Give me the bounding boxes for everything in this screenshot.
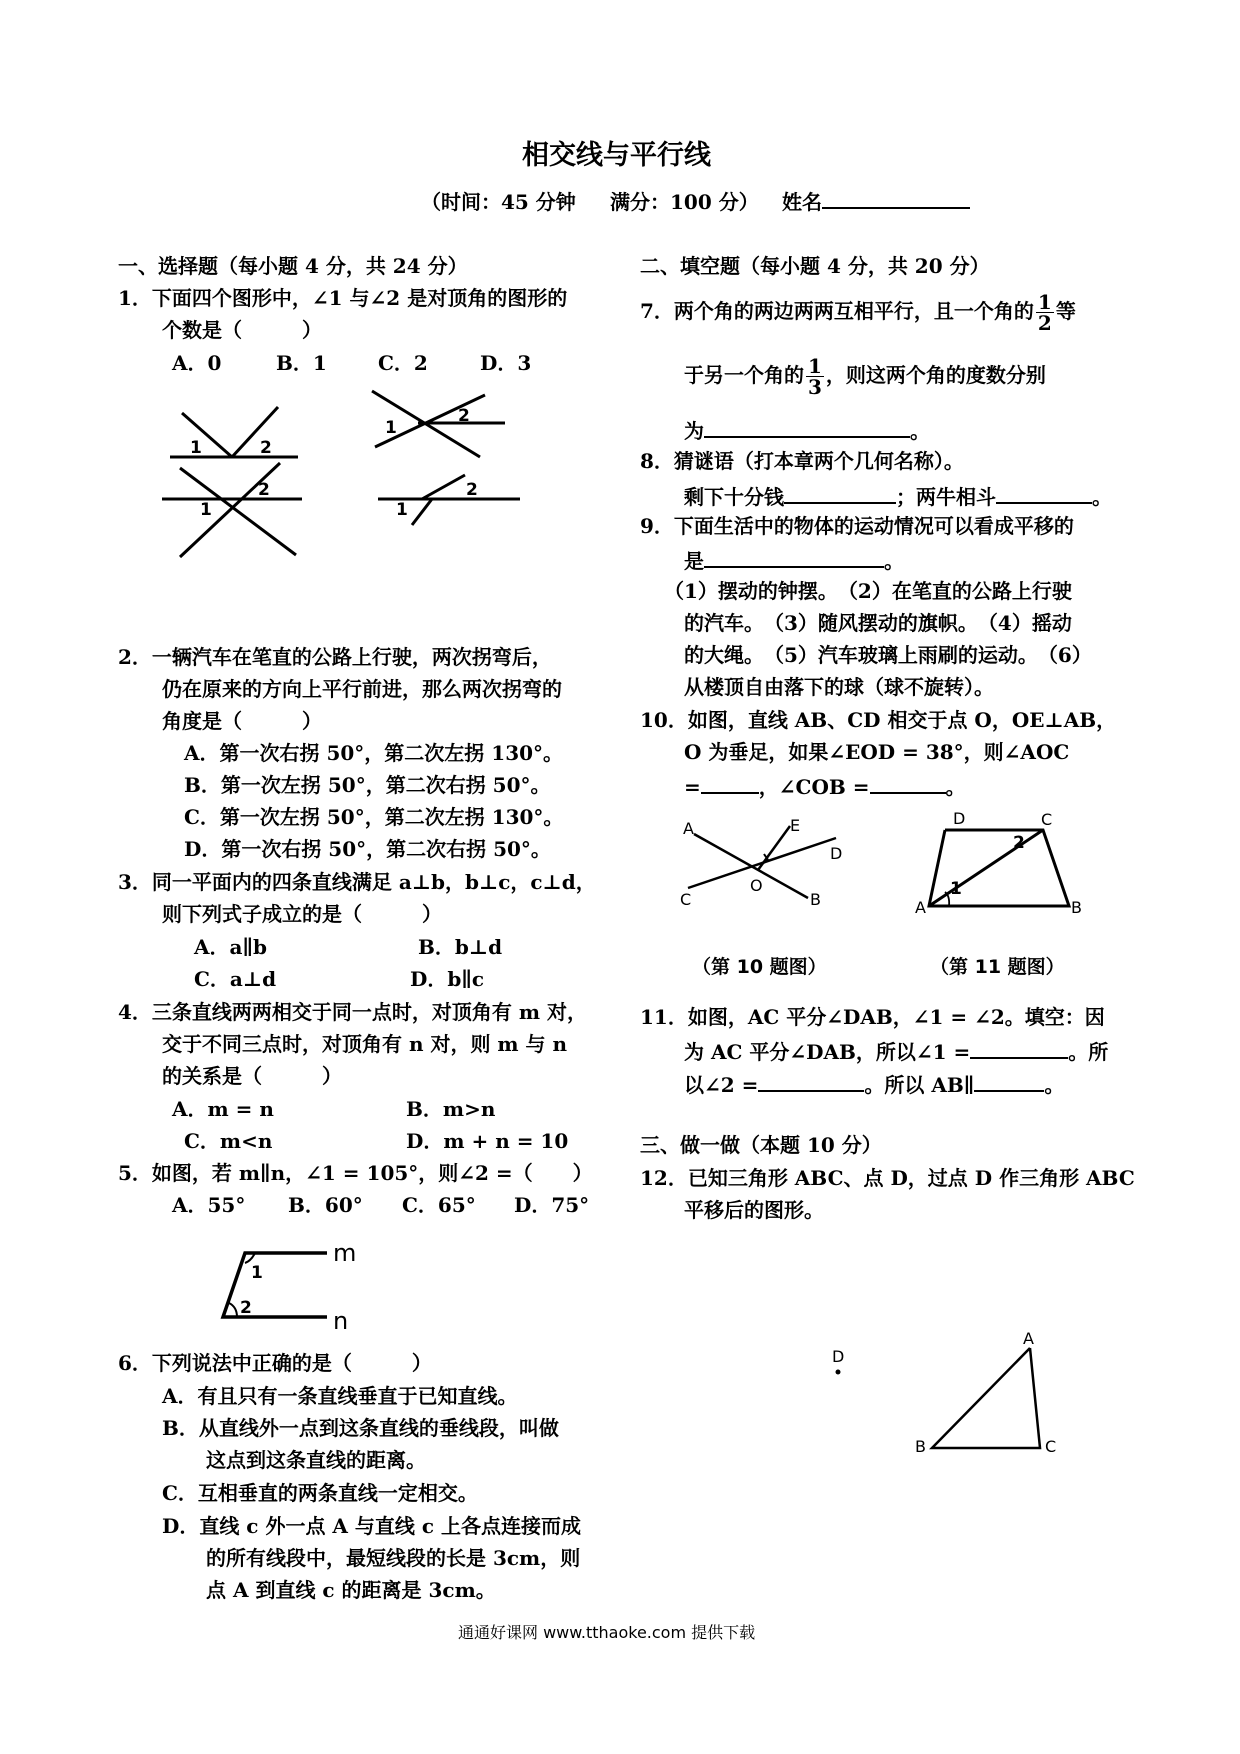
q11-label-c: C	[1041, 810, 1053, 829]
q4-line2: 交于不同三点时，对顶角有 n 对，则 m 与 n	[162, 1032, 568, 1056]
q5-label-m: m	[333, 1239, 357, 1267]
q1-fig3-label-1: 1	[200, 500, 212, 520]
q1-option-c[interactable]: C．2	[378, 351, 428, 375]
q1-option-b[interactable]: B．1	[276, 351, 327, 375]
q1-figure-3	[162, 463, 302, 557]
q12-line2: 平移后的图形。	[684, 1198, 824, 1222]
q6-option-c[interactable]: C．互相垂直的两条直线一定相交。	[162, 1481, 478, 1505]
q9-choice-line3: 的大绳。 （5）汽车玻璃上雨刷的运动。 （6）	[684, 643, 1092, 667]
q1-option-d[interactable]: D．3	[480, 351, 532, 375]
q12-label-c: C	[1045, 1437, 1057, 1456]
q10-line2: O 为垂足，如果∠EOD = 38°，则∠AOC	[684, 740, 1070, 764]
q5-label-1: 1	[251, 1263, 263, 1283]
q1-line2: 个数是（ ）	[162, 318, 322, 342]
q5-label-n: n	[333, 1307, 349, 1335]
q6-option-a[interactable]: A．有且只有一条直线垂直于已知直线。	[162, 1384, 518, 1408]
q10-label-c: C	[680, 890, 692, 909]
q1-option-a[interactable]: A．0	[172, 351, 222, 375]
q5-option-c[interactable]: C．65°	[402, 1193, 476, 1217]
q3-line1: 3．同一平面内的四条直线满足 a⊥b，b⊥c，c⊥d，	[118, 870, 596, 894]
q5-option-b[interactable]: B．60°	[288, 1193, 363, 1217]
q11-label-a: A	[915, 898, 926, 917]
q3-option-d[interactable]: D．b∥c	[410, 967, 485, 991]
q9-choice-line1: （1）摆动的钟摆。 （2）在笔直的公路上行驶	[664, 579, 1072, 603]
q8-blank-2[interactable]	[996, 482, 1092, 504]
q12-label-d: D	[832, 1347, 845, 1366]
q8-line2: 剩下十分钱 ；两牛相斗 。	[684, 482, 1112, 509]
q1-fig2-label-2: 2	[458, 406, 470, 426]
q11-line3: 以∠2 = 。所以 AB∥ 。	[684, 1070, 1064, 1097]
q10-line1: 10．如图，直线 AB、CD 相交于点 O，OE⊥AB，	[640, 708, 1117, 732]
q1-fig2-label-1: 1	[385, 418, 397, 438]
q10-label-d: D	[830, 844, 843, 863]
q12-figure	[820, 1330, 1080, 1460]
time-label: （时间：45 分钟	[421, 190, 576, 214]
q7-fraction-half: $\frac{1}{2}$	[1037, 290, 1052, 335]
q2-line3: 角度是（ ）	[162, 709, 322, 733]
q11-label-d: D	[953, 809, 966, 828]
q1-line1: 1．下面四个图形中，∠1 与∠2 是对顶角的图形的	[118, 286, 568, 310]
q4-line3: 的关系是（ ）	[162, 1064, 342, 1088]
q6-option-d-cont1: 的所有线段中，最短线段的长是 3cm，则	[206, 1546, 581, 1570]
q8-line1: 8．猜谜语（打本章两个几何名称）。	[640, 449, 964, 473]
q9-line2: 是 。	[684, 546, 904, 573]
name-label: 姓名	[782, 186, 970, 215]
q9-choice-line2: 的汽车。 （3）随风摆动的旗帜。 （4）摇动	[684, 611, 1072, 635]
q11-blank-2[interactable]	[758, 1070, 864, 1092]
q10-blank-cob[interactable]	[870, 772, 946, 794]
page-title: 相交线与平行线	[522, 140, 711, 171]
q5-line1: 5．如图，若 m∥n，∠1 = 105°，则∠2 =（ ）	[118, 1161, 593, 1185]
q1-fig4-label-2: 2	[466, 480, 478, 500]
q11-label-1: 1	[950, 879, 962, 899]
q7-line1: 7．两个角的两边两两互相平行，且一个角的 $\frac{1}{2}$ 等	[640, 290, 1076, 335]
q12-label-a: A	[1023, 1329, 1034, 1348]
q11-blank-3[interactable]	[974, 1070, 1044, 1092]
q2-line2: 仍在原来的方向上平行前进，那么两次拐弯的	[162, 677, 562, 701]
section1-heading: 一、选择题（每小题 4 分，共 24 分）	[118, 254, 468, 278]
q10-caption: （第 10 题图）	[692, 956, 827, 978]
q10-figure	[680, 812, 860, 922]
q6-option-d[interactable]: D．直线 c 外一点 A 与直线 c 上各点连接而成	[162, 1514, 581, 1538]
q10-line3: = ，∠COB = 。	[684, 772, 966, 799]
q4-option-d[interactable]: D．m + n = 10	[406, 1129, 569, 1153]
q6-option-b-cont: 这点到这条直线的距离。	[206, 1448, 426, 1472]
q11-line1: 11．如图，AC 平分∠DAB，∠1 = ∠2。填空：因	[640, 1005, 1105, 1029]
q11-label-2: 2	[1013, 833, 1025, 853]
q12-label-b: B	[915, 1437, 926, 1456]
q12-line1: 12．已知三角形 ABC、点 D，过点 D 作三角形 ABC	[640, 1166, 1135, 1190]
q9-choice-line4: 从楼顶自由落下的球（球不旋转）。	[684, 675, 994, 699]
q11-blank-1[interactable]	[970, 1037, 1068, 1059]
q1-figure-2	[372, 391, 505, 457]
q3-option-a[interactable]: A．a∥b	[194, 935, 268, 959]
q6-option-d-cont2: 点 A 到直线 c 的距离是 3cm。	[206, 1578, 496, 1602]
q4-option-a[interactable]: A．m = n	[172, 1097, 274, 1121]
q2-option-d[interactable]: D．第一次右拐 50°，第二次右拐 50°。	[184, 837, 551, 861]
q10-label-e: E	[790, 816, 801, 835]
q5-option-a[interactable]: A．55°	[172, 1193, 246, 1217]
q10-blank-aoc[interactable]	[701, 772, 759, 794]
score-label: 满分：100 分）	[610, 190, 759, 214]
q3-option-b[interactable]: B．b⊥d	[418, 935, 503, 959]
q7-answer-blank[interactable]	[704, 416, 910, 438]
q1-figure-1	[170, 407, 298, 458]
q3-option-c[interactable]: C．a⊥d	[194, 967, 277, 991]
q2-line1: 2．一辆汽车在笔直的公路上行驶，两次拐弯后，	[118, 645, 552, 669]
section3-heading: 三、做一做（本题 10 分）	[640, 1133, 882, 1157]
q1-fig3-label-2: 2	[258, 480, 270, 500]
q5-figure	[215, 1239, 365, 1345]
section2-heading: 二、填空题（每小题 4 分，共 20 分）	[640, 254, 990, 278]
q11-figure	[915, 809, 1095, 918]
q2-option-c[interactable]: C．第一次左拐 50°，第二次左拐 130°。	[184, 805, 564, 829]
q11-label-b: B	[1071, 898, 1082, 917]
q1-fig1-label-1: 1	[190, 438, 202, 458]
q11-line2: 为 AC 平分∠DAB，所以∠1 = 。所	[684, 1037, 1108, 1064]
q4-option-c[interactable]: C．m<n	[184, 1129, 273, 1153]
q5-label-2: 2	[240, 1298, 252, 1318]
q1-fig4-label-1: 1	[396, 500, 408, 520]
q8-blank-1[interactable]	[784, 482, 896, 504]
q2-option-a[interactable]: A．第一次右拐 50°，第二次左拐 130°。	[184, 741, 564, 765]
q4-line1: 4．三条直线两两相交于同一点时，对顶角有 m 对，	[118, 1000, 588, 1024]
q11-caption: （第 11 题图）	[930, 956, 1065, 978]
q4-option-b[interactable]: B．m>n	[406, 1097, 496, 1121]
q12-point-d	[836, 1370, 841, 1375]
footer-text: 通通好课网 www.tthaoke.com 提供下载	[458, 1623, 756, 1642]
q9-line1: 9．下面生活中的物体的运动情况可以看成平移的	[640, 514, 1074, 538]
name-blank[interactable]	[822, 187, 970, 209]
q1-figures	[150, 385, 530, 595]
q9-answer-blank[interactable]	[704, 546, 884, 568]
q5-option-d[interactable]: D．75°	[514, 1193, 590, 1217]
q7-line2: 于另一个角的 $\frac{1}{3}$ ，则这两个角的度数分别	[684, 354, 1046, 399]
q6-option-b[interactable]: B．从直线外一点到这条直线的垂线段，叫做	[162, 1416, 559, 1440]
q10-label-o: O	[750, 876, 763, 895]
q2-option-b[interactable]: B．第一次左拐 50°，第二次右拐 50°。	[184, 773, 551, 797]
q6-line1: 6．下列说法中正确的是（ ）	[118, 1351, 432, 1375]
q10-label-a: A	[683, 819, 694, 838]
q3-line2: 则下列式子成立的是（ ）	[162, 902, 442, 926]
q1-figure-4	[378, 475, 520, 525]
q7-line3: 为 。	[684, 416, 930, 443]
q7-fraction-third: $\frac{1}{3}$	[808, 354, 822, 399]
q10-label-b: B	[810, 890, 821, 909]
q1-fig1-label-2: 2	[260, 438, 272, 458]
